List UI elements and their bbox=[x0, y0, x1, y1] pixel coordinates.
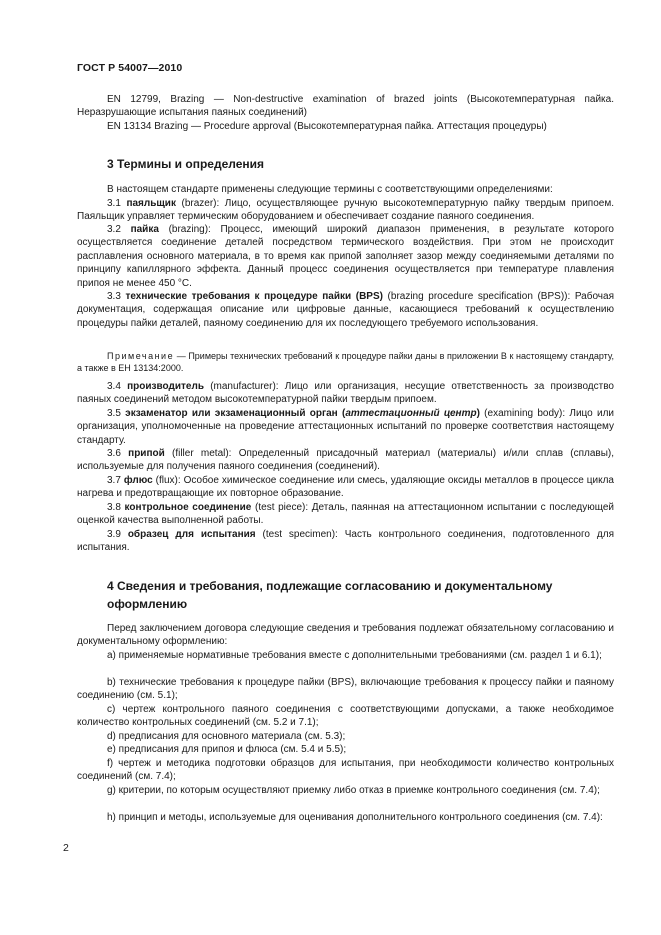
term-3-8: 3.8 контрольное соединение (test piece): Деталь, паянная на аттестационном испытании с последующей оценкой качества выполненной работы. bbox=[77, 502, 614, 527]
section-4-heading: 4 Сведения и требования, подлежащие согласованию и документальному оформлению bbox=[107, 579, 553, 611]
term-3-6: 3.6 припой (filler metal): Определенный присадочный материал (материалы) и/или сплав (сплавы), используемые для получения паяного соединения (соединений). bbox=[77, 448, 614, 473]
term-3-5: 3.5 экзаменатор или экзаменационный орган (аттестационный центр) (examining body): Лицо или организация, уполномоченные на проведение аттестационных испытаний по проверке соответствия настоящему стандарту. bbox=[77, 408, 614, 446]
page-number: 2 bbox=[63, 842, 69, 854]
list-item-g: g) критерии, по которым осуществляют приемку либо отказ в приемке контрольного соединения (см. 7.4); bbox=[107, 785, 600, 796]
list-item-f: f) чертеж и методика подготовки образцов для испытания, при необходимости количество контрольных соединений (см. 7.4); bbox=[77, 758, 614, 783]
term-3-9: 3.9 образец для испытания (test specimen): Часть контрольного соединения, подготовленного для испытания. bbox=[77, 529, 614, 554]
term-name: технические требования к процедуре пайки (BPS) bbox=[125, 291, 383, 302]
list-item-d: d) предписания для основного материала (см. 5.3); bbox=[107, 731, 346, 742]
section-3-heading: 3 Термины и определения bbox=[107, 157, 265, 171]
document-header: ГОСТ Р 54007—2010 bbox=[77, 62, 183, 74]
term-name: пайка bbox=[130, 224, 159, 235]
term-name: экзаменатор или экзаменационный орган (аттестационный центр) bbox=[125, 408, 480, 419]
term-3-2: 3.2 пайка (brazing): Процесс, имеющий широкий диапазон применения, в результате которого осуществляется соединение деталей посредством термического воздействия. При этом не происходит расплавления основного материала, в то время как припой заполняет зазор между соединяемыми деталями по принципу капиллярного эффекта. Данный процесс соединения осуществляется при температуре плавления припоя не менее 450 °С. bbox=[77, 224, 614, 289]
term-name: паяльщик bbox=[126, 198, 176, 209]
list-item-e: e) предписания для припоя и флюса (см. 5.4 и 5.5); bbox=[107, 744, 347, 755]
reference-en-13134: EN 13134 Brazing — Procedure approval (Высокотемпературная пайка. Аттестация процедуры) bbox=[107, 121, 547, 132]
section-3-intro: В настоящем стандарте применены следующие термины с соответствующими определениями: bbox=[107, 184, 553, 195]
list-item-c: c) чертеж контрольного паяного соединения с соответствующими допусками, а также необходимое количество контрольных соединений (см. 5.2 и 7.1); bbox=[77, 704, 614, 729]
term-3-3: 3.3 технические требования к процедуре пайки (BPS) (brazing procedure specification (BPS)): Рабочая документация, содержащая описание или цифровые данные, касающиеся требований к осуществлению процедуры пайки деталей, паяному соединению для их последующего требуемого использования. bbox=[77, 291, 614, 329]
term-3-4: 3.4 производитель (manufacturer): Лицо или организация, несущие ответственность за производство паяных соединений методом высокотемпературной пайки твердым припоем. bbox=[77, 381, 614, 406]
reference-en-12799: EN 12799, Brazing — Non-destructive examination of brazed joints (Высокотемпературная пайка. Неразрушающие испытания паяных соединений) bbox=[77, 94, 614, 119]
note: Примечание — Примеры технических требований к процедуре пайки даны в приложении В к настоящему стандарту, а также в ЕН 13134:2000. bbox=[77, 351, 614, 374]
term-name: припой bbox=[128, 448, 165, 459]
term-3-7: 3.7 флюс (flux): Особое химическое соединение или смесь, удаляющие оксиды металлов в процессе цикла нагрева и предотвращающие их повторное образование. bbox=[77, 475, 614, 500]
term-name: производитель bbox=[127, 381, 204, 392]
section-4-intro: Перед заключением договора следующие сведения и требования подлежат обязательному согласованию и документальному оформлению: bbox=[77, 623, 614, 648]
term-name: образец для испытания bbox=[127, 529, 256, 540]
term-name: контрольное соединение bbox=[124, 502, 252, 513]
list-item-b: b) технические требования к процедуре пайки (BPS), включающие требования к процессу пайки и паяному соединению (см. 5.1); bbox=[77, 677, 614, 702]
note-label: Примечание bbox=[107, 351, 175, 361]
list-item-a: a) применяемые нормативные требования вместе с дополнительными требованиями (см. раздел 1 и 6.1); bbox=[107, 650, 602, 661]
term-name: флюс bbox=[123, 475, 153, 486]
term-3-1: 3.1 паяльщик (brazer): Лицо, осуществляющее ручную высокотемпературную пайку твердым припоем. Паяльщик управляет термическим оборудованием и обеспечивает создание паяного соединения. bbox=[77, 198, 614, 223]
list-item-h: h) принцип и методы, используемые для оценивания дополнительного контрольного соединения (см. 7.4): bbox=[107, 812, 603, 823]
